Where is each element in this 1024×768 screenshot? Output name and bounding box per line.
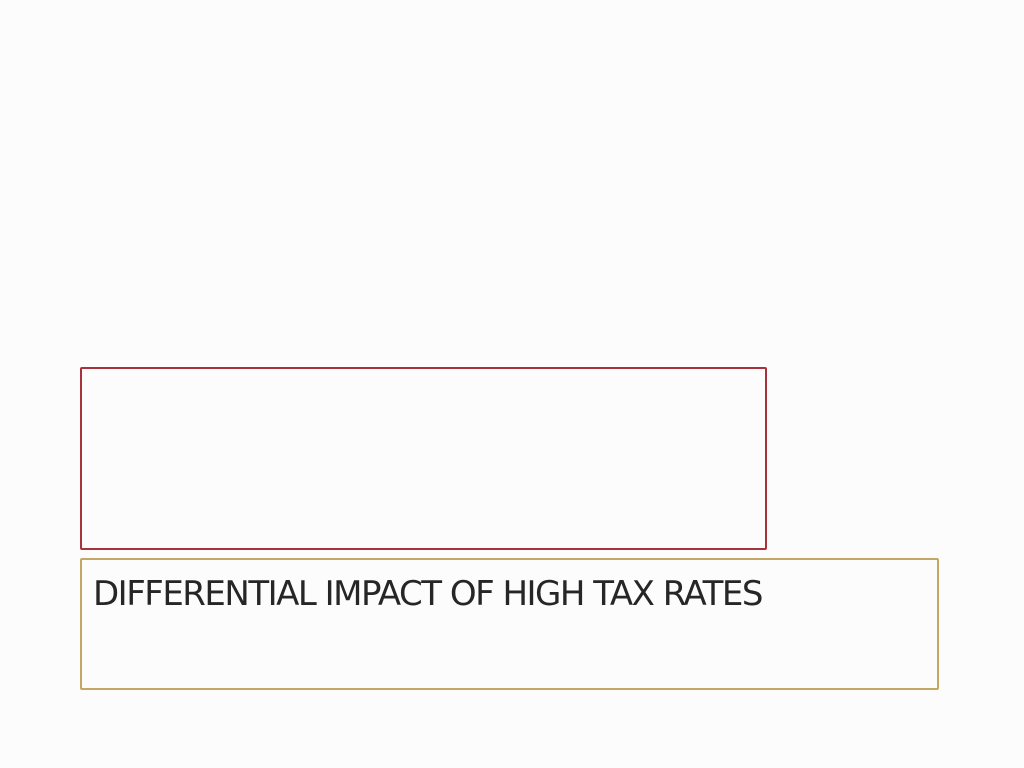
empty-placeholder-frame[interactable]: [80, 367, 767, 550]
title-frame[interactable]: [80, 558, 939, 690]
slide-title: DIFFERENTIAL IMPACT OF HIGH TAX RATES: [93, 574, 762, 614]
